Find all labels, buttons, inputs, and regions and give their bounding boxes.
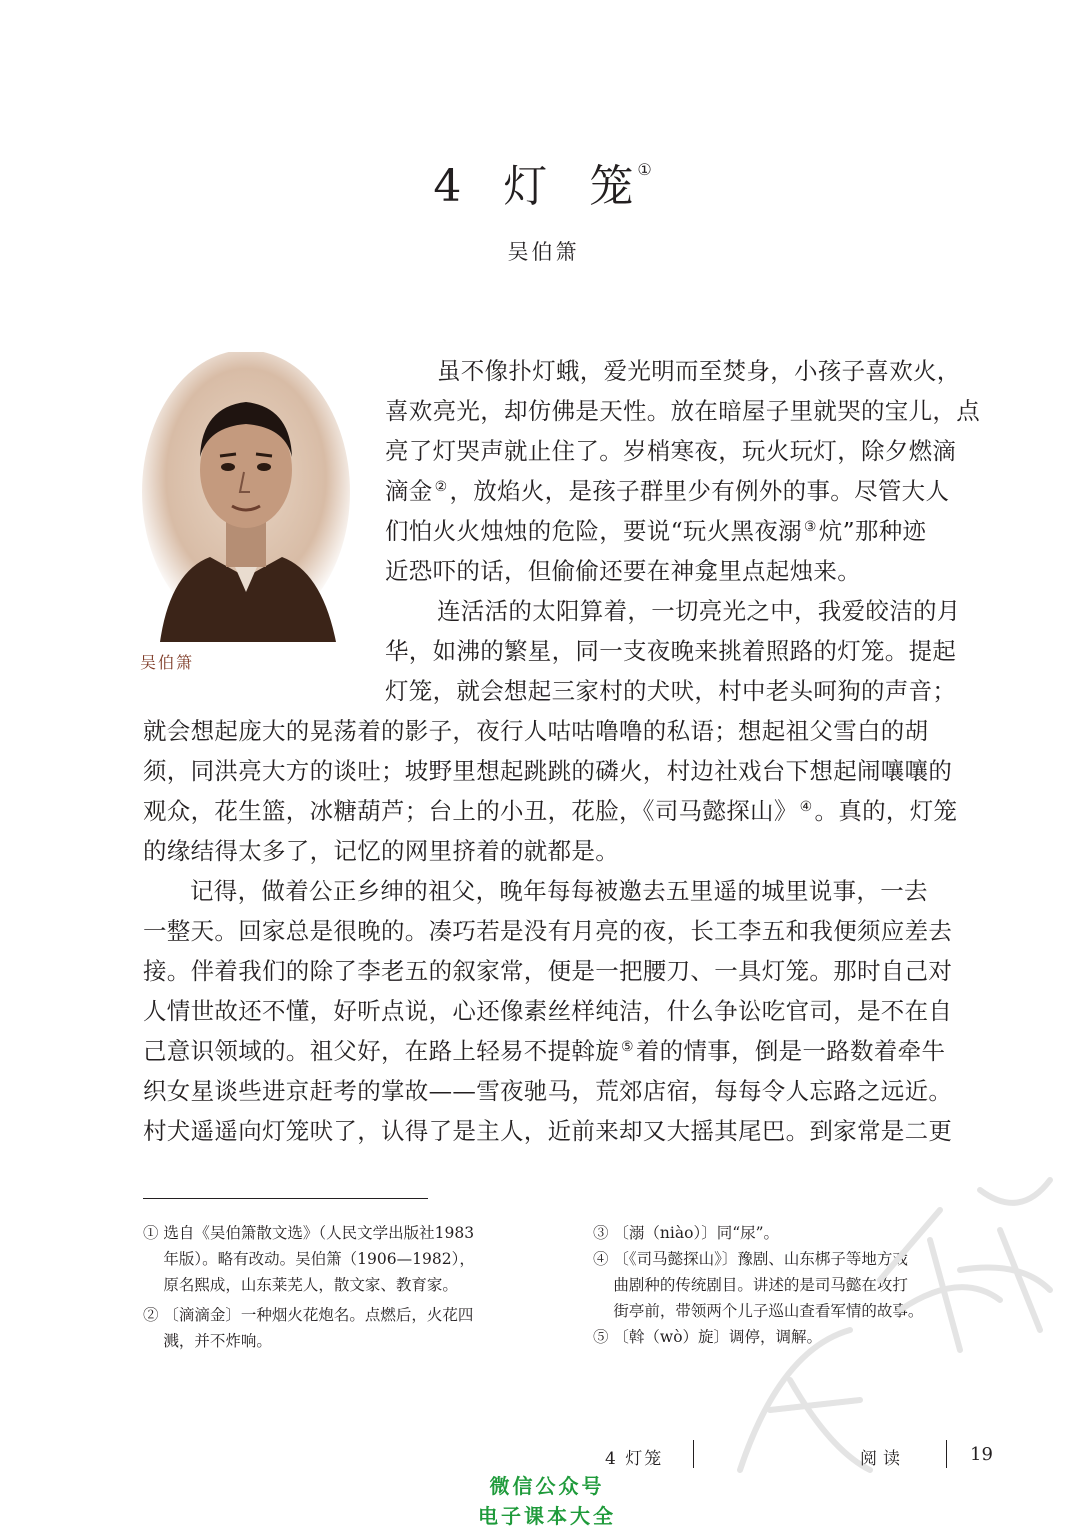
body-text-run: 滴金	[385, 477, 433, 505]
body-line: 连活活的太阳算着，一切亮光之中，我爱皎洁的月	[437, 597, 961, 625]
footnote-ref: ⑤	[621, 1039, 634, 1055]
body-line: 近恐吓的话，但偷偷还要在神龛里点起烛来。	[385, 557, 861, 585]
footer-divider	[946, 1440, 947, 1468]
footnote-line: ③ 〔溺（niào）〕同“尿”。	[593, 1224, 780, 1242]
title-footnote-mark: ①	[637, 160, 654, 179]
body-line: 接。伴着我们的除了李老五的叙家常，便是一把腰刀、一具灯笼。那时自己对	[143, 957, 953, 985]
footnote-line: 曲剧种的传统剧目。讲述的是司马懿在攻打	[593, 1276, 908, 1294]
body-text-run: 炕”那种迹	[818, 517, 927, 545]
footnote-line: 溅，并不炸响。	[143, 1332, 272, 1350]
body-line: 人情世故还不懂，好听点说，心还像素丝样纯洁，什么争讼吃官司，是不在自	[143, 997, 953, 1025]
body-line: 喜欢亮光，却仿佛是天性。放在暗屋子里就哭的宝儿，点	[385, 397, 980, 425]
body-line: 华，如沸的繁星，同一支夜晚来挑着照路的灯笼。提起	[385, 637, 957, 665]
body-line	[143, 792, 957, 826]
footnote-line: ⑤ 〔斡（wò）旋〕调停，调解。	[593, 1328, 823, 1346]
body-line: 织女星谈些进京赶考的掌故——雪夜驰马，荒郊店宿，每每令人忘路之远近。	[143, 1077, 953, 1105]
body-line: 记得，做着公正乡绅的祖父，晚年每每被邀去五里遥的城里说事，一去	[190, 877, 928, 905]
body-line	[385, 472, 949, 506]
footnote-line: 原名熙成，山东莱芜人，散文家、教育家。	[143, 1276, 458, 1294]
body-text-run: 己意识领域的。祖父好，在路上轻易不提斡旋	[143, 1037, 619, 1065]
page-number: 19	[970, 1444, 993, 1465]
title-char-2: 笼	[589, 161, 636, 212]
body-line: 须，同洪亮大方的谈吐；坡野里想起跳跳的磷火，村边社戏台下想起闹嚷嚷的	[143, 757, 953, 785]
watermark-line-2: 电子课本大全	[478, 1504, 616, 1528]
footnote-line: ② 〔滴滴金〕一种烟火花炮名。点燃后，火花四	[143, 1306, 474, 1324]
title-char-1: 灯	[503, 161, 550, 212]
footnote-divider	[143, 1198, 428, 1199]
body-text-run: 观众，花生篮，冰糖葫芦；台上的小丑，花脸，《司马懿探山》	[143, 797, 798, 825]
body-line: 一整天。回家总是很晚的。凑巧若是没有月亮的夜，长工李五和我便须应差去	[143, 917, 953, 945]
footnotes-left	[143, 1220, 475, 1354]
lesson-title	[0, 150, 1087, 214]
footnote-ref: ②	[434, 479, 448, 495]
body-text-run: 们怕火火烛烛的危险，要说“玩火黑夜溺	[385, 517, 802, 545]
body-line: 的缘结得太多了，记忆的网里挤着的就都是。	[143, 837, 619, 865]
footer-divider	[693, 1440, 694, 1468]
body-text-run: ，放焰火，是孩子群里少有例外的事。尽管大人	[449, 477, 950, 505]
footer-lesson-title: 4 灯笼	[605, 1449, 664, 1469]
portrait-caption: 吴伯箫	[140, 653, 195, 672]
body-line	[385, 512, 926, 546]
body-line: 村犬遥遥向灯笼吠了，认得了是主人，近前来却又大摇其尾巴。到家常是二更	[143, 1117, 953, 1145]
footnote-line: 年版）。略有改动。吴伯箫（1906—1982），	[143, 1250, 475, 1268]
footnote-line: ① 选自《吴伯箫散文选》（人民文学出版社1983	[143, 1224, 475, 1242]
body-text-run: 着的情事，倒是一路数着牵牛	[635, 1037, 946, 1065]
footnote-line: 街亭前，带领两个儿子巡山查看军情的故事。	[593, 1302, 924, 1320]
author-name: 吴伯箫	[507, 240, 580, 264]
watermark-line-1: 微信公众号	[489, 1474, 605, 1498]
footnote-line: ④ 〔《司马懿探山》〕豫剧、山东梆子等地方戏	[593, 1250, 908, 1268]
edition-stamp-watermark	[700, 1150, 1060, 1480]
footnote-ref: ④	[799, 799, 813, 815]
body-line: 灯笼，就会想起三家村的犬吠，村中老头呵狗的声音；	[385, 677, 957, 705]
author-portrait	[140, 352, 352, 642]
body-text-run: 。真的，灯笼	[814, 797, 958, 825]
body-line: 就会想起庞大的晃荡着的影子，夜行人咕咕噜噜的私语；想起祖父雪白的胡	[143, 717, 929, 745]
body-line: 虽不像扑灯蛾，爱光明而至焚身，小孩子喜欢火，	[437, 357, 961, 385]
footer-section: 阅读	[860, 1449, 906, 1469]
body-line	[143, 1032, 945, 1066]
lesson-number: 4	[433, 161, 464, 212]
footnote-ref: ③	[803, 519, 817, 535]
body-line: 亮了灯哭声就止住了。岁梢寒夜，玩火玩灯，除夕燃滴	[385, 437, 957, 465]
